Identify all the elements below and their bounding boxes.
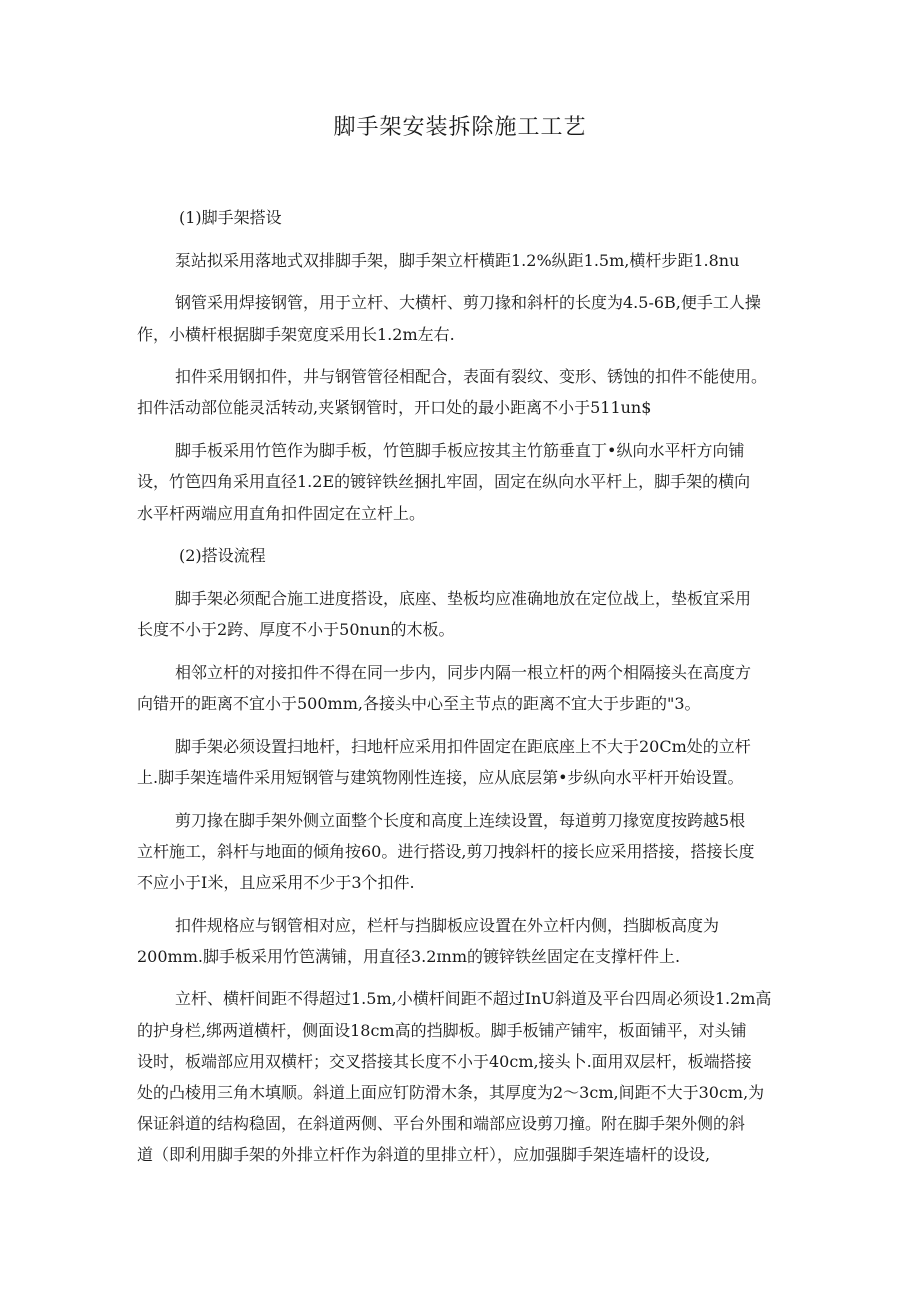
paragraph-line: 不应小于I米，且应采用不少于3个扣件. — [137, 872, 415, 892]
paragraph-line: 保证斜道的结构稳固，在斜道两侧、平台外围和端部应设剪刀撞。附在脚手架外侧的斜 — [137, 1114, 746, 1134]
paragraph-gap — [137, 972, 785, 984]
paragraph-gap — [137, 276, 785, 288]
paragraph-line: 泵站拟采用落地式双排脚手架，脚手架立杆横距1.2%纵距1.5m,横杆步距1.8nu — [175, 250, 740, 270]
section-heading: (1)脚手架搭设 — [179, 208, 282, 227]
paragraph-line: 扣件活动部位能灵活转动,夹紧钢管时，开口处的最小距离不小于511un$ — [137, 398, 652, 418]
paragraph-line: 脚手板采用竹笆作为脚手板，竹笆脚手板应按其主竹筋垂直丁•纵向水平杆方向铺 — [175, 441, 745, 461]
paragraph-line: 立杆、横杆间距不得超过1.5m,小横杆间距不超过InU斜道及平台四周必须设1.2m高 — [175, 989, 772, 1009]
paragraph-line: 钢管采用焊接钢管，用于立杆、大横杆、剪刀掾和斜杆的长度为4.5-6B,便手工人操 — [175, 293, 761, 313]
document-title: 脚手架安装拆除施工工艺 — [333, 115, 587, 140]
paragraph-line: 水平杆两端应用直角扣件固定在立杆上。 — [137, 503, 426, 523]
paragraph-line: 剪刀掾在脚手架外侧立面整个长度和高度上连续设置，每道剪刀掾宽度按跨越5根 — [175, 810, 746, 830]
paragraph-gap — [137, 350, 785, 362]
paragraph-line: 设，竹笆四角采用直径1.2E的镀锌铁丝捆扎牢固，固定在纵向水平杆上，脚手架的横向 — [137, 472, 751, 492]
paragraph-line: 脚手架必须设置扫地杆，扫地杆应采用扣件固定在距底座上不大于20Cm处的立杆 — [175, 736, 751, 756]
paragraph-line: 长度不小于2跨、厚度不小于50nun的木板。 — [137, 620, 455, 640]
paragraph-gap — [137, 233, 785, 245]
paragraph-line: 道（即利用脚手架的外排立杆作为斜道的里排立杆），应加强脚手架连墙杆的设设, — [137, 1145, 711, 1165]
paragraph-gap — [137, 793, 785, 805]
paragraph-gap — [137, 571, 785, 583]
paragraph-gap — [137, 898, 785, 910]
paragraph-line: 立杆施工，斜杆与地面的倾角按60。进行搭设,剪刀拽斜杆的接长应采用搭接，搭接长度 — [137, 841, 755, 861]
paragraph-line: 上.脚手架连墙件采用短钢管与建筑物刚性连接，应从底层第•步纵向水平杆开始设置。 — [137, 767, 744, 787]
paragraph-line: 向错开的距离不宜小于500mm,各接头中心至主节点的距离不宜大于步距的"3。 — [137, 693, 701, 713]
paragraph-gap — [137, 529, 785, 541]
paragraph-gap — [137, 645, 785, 657]
paragraph-line: 200mm.脚手板采用竹笆满铺，用直径3.2ɪnm的镀锌铁丝固定在支撑杆件上. — [137, 946, 681, 966]
paragraph-line: 脚手架必须配合施工进度搭设，底座、垫板均应准确地放在定位战上，垫板宜采用 — [175, 588, 752, 608]
paragraph-gap — [137, 424, 785, 436]
section-heading: (2)搭设流程 — [179, 546, 266, 566]
paragraph-line: 处的凸棱用三角木填顺。斜道上面应钉防滑木条，其厚度为2～3cm,间距不大于30cm,为 — [137, 1083, 765, 1102]
paragraph-line: 设时，板端部应用双横杆；交叉搭接其长度不小于40cm,接头卜.面用双层杆，板端搭接 — [137, 1051, 752, 1071]
paragraph-gap — [137, 719, 785, 731]
paragraph-line: 的护身栏,绑两道横杆，侧面设18cm高的挡脚板。脚手板铺产铺牢，板面铺平，对头铺 — [137, 1020, 747, 1040]
paragraph-line: 相邻立杆的对接扣件不得在同一步内，同步内隔一根立杆的两个相隔接头在高度方 — [175, 662, 752, 682]
paragraph-line: 扣件采用钢扣件，井与钢管管径相配合，表面有裂纹、变形、锈蚀的扣件不能使用。 — [175, 367, 768, 387]
paragraph-line: 扣件规格应与钢管相对应，栏杆与挡脚板应设置在外立杆内侧，挡脚板高度为 — [175, 915, 720, 935]
paragraph-line: 作，小横杆根据脚手架宽度采用长1.2m左右. — [137, 324, 455, 344]
document-body — [137, 202, 785, 1171]
